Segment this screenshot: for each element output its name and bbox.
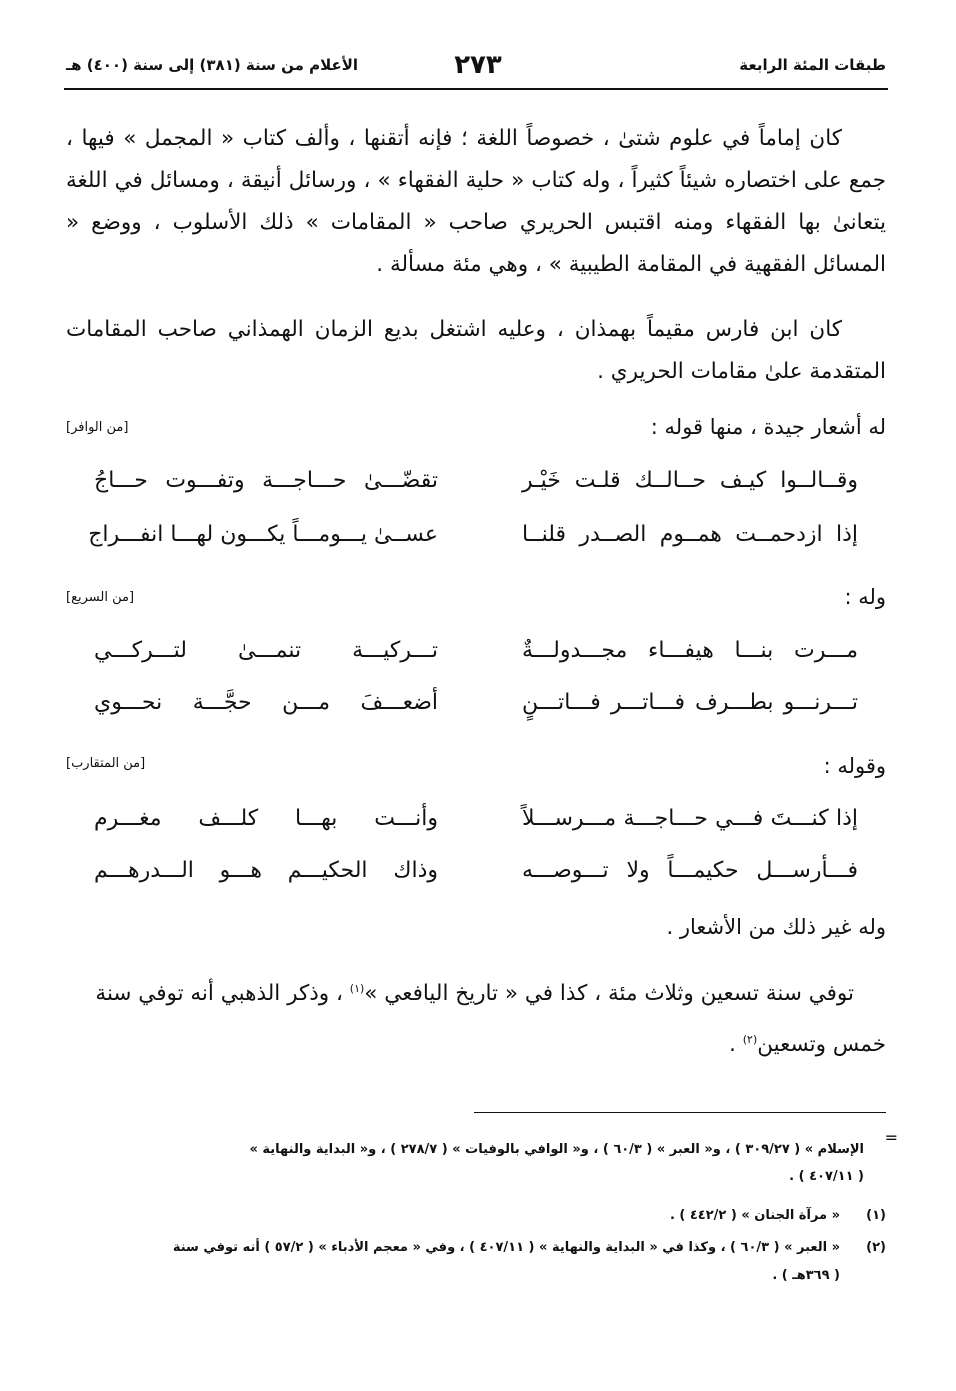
death-text-2: ، وذكر الذهبي أنه توفي سنة [95, 981, 350, 1007]
poem-1-verse-1-right: وقــالــوا كيـف حــالــك قلـت خَيْـر [522, 468, 858, 493]
poem-1-verse-1-left: تقضّـــىٰ حـــاجـــة وتفـــوت حـــاجُ [94, 468, 438, 493]
poem-1-verse-2-right: إذا ازدحمــت همــوم الصــدر قلنــا [522, 522, 858, 547]
poem-1-intro: له أشعار جيدة ، منها قوله : [650, 415, 886, 439]
footnote-continuation-1: الإسلام » ( ٣٠٩/٢٧ ) ، و« العبر » ( ٦٠/٣ ) ، و« الوافي بالوفيات » ( ٢٧٨/٧ ) ، و« البداية والنهاية » [249, 1142, 864, 1157]
footnote-continuation-mark: = [884, 1128, 898, 1147]
poem-2-verse-1-left: تـــركيـــة تنمـــىٰ لتـــركـــي [94, 638, 438, 663]
paragraph-2: كان ابن فارس مقيماً بهمذان ، وعليه اشتغل بديع الزمان الهمذاني صاحب المقامات المتقدمة علىٰ مقامات الحريري . [66, 317, 886, 384]
poem-2-verse-1-right: مـــرت بنـــا هيفـــاء مجـــدولـــةٌ [522, 638, 858, 663]
poem-2-meter: [من السريع] [66, 590, 135, 605]
header-rule [64, 88, 888, 90]
footnote-2-text: « العبر » ( ٦٠/٣ ) ، وكذا في « البداية والنهاية » ( ٤٠٧/١١ ) ، وفي « معجم الأدباء » ( ٥٧/٢ ) أنه توفي سنة [172, 1240, 840, 1255]
poem-3-intro: وقوله : [823, 754, 886, 778]
footnote-2-marker: (٢) [866, 1240, 886, 1255]
death-note [60, 966, 886, 1068]
footnote-continuation-2: ( ٤٠٧/١١ ) . [789, 1169, 864, 1184]
poem-2-verse-2-left: أضعـــفَ مـــن حجَّـــة نحـــوي [94, 690, 438, 715]
poem-1-meter: [من الوافر] [66, 420, 129, 435]
poem-3-meter: [من المتقارب] [66, 756, 146, 771]
poem-2-intro: وله : [844, 585, 886, 609]
footnote-ref-2[interactable]: (٢) [742, 1033, 758, 1047]
poem-2-verse-2-right: تـــرنـــو بطـــرف فـــاتـــر فـــاتـــنٍ [522, 690, 858, 715]
poem-3-verse-1-left: وأنـــت بهـــا كلـــف مغـــرم [94, 806, 438, 831]
book-section-title: طبقات المئة الرابعة [739, 56, 886, 74]
footnote-2-text-line2: ( ٣٦٩هـ ) . [772, 1268, 840, 1283]
volume-range-title: الأعلام من سنة (٣٨١) إلى سنة (٤٠٠) هـ [66, 56, 359, 74]
closing-line: وله غير ذلك من الأشعار . [666, 915, 886, 939]
paragraph-1: كان إماماً في علوم شتىٰ ، خصوصاً اللغة ؛ فإنه أتقنها ، وألف كتاب « المجمل » فيها ، جمع على اختصاره شيئاً كثيراً ، وله كتاب « حلية الفقهاء » ، ورسائل أنيقة ، ومسائل في اللغة يتعانىٰ بها الفقهاء ومنه اقتبس الحريري صاحب « المقامات » ذلك الأسلوب ، ووضع « المسائل الفقهية في المقامة الطيبية » ، وهي مئة مسألة . [66, 126, 886, 277]
footnote-1-marker: (١) [866, 1208, 886, 1223]
footnote-1-text: « مرآة الجنان » ( ٤٤٢/٢ ) . [669, 1208, 840, 1223]
death-text-end: . [729, 1032, 743, 1058]
death-text-1: توفي سنة تسعين وثلاث مئة ، كذا في « تاريخ اليافعي » [364, 981, 854, 1007]
footnote-ref-1[interactable]: (١) [349, 982, 365, 995]
death-text-3: خمس وتسعين [757, 1032, 886, 1058]
poem-3-verse-2-left: وذاك الحكيـــم هـــو الـــدرهـــم [94, 858, 438, 883]
page-number: ٢٧٣ [454, 50, 502, 80]
poem-1-verse-2-left: عســىٰ يـــومـــاً يكـــون لهـــا انفـــراج [88, 522, 438, 547]
footnote-rule [474, 1112, 886, 1113]
poem-3-verse-2-right: فـــأرســـل حكيمـــاً ولا تـــوصـــه [522, 858, 858, 883]
poem-3-verse-1-right: إذا كنـــتَ فـــي حـــاجـــة مـــرســـلاً [522, 806, 858, 831]
